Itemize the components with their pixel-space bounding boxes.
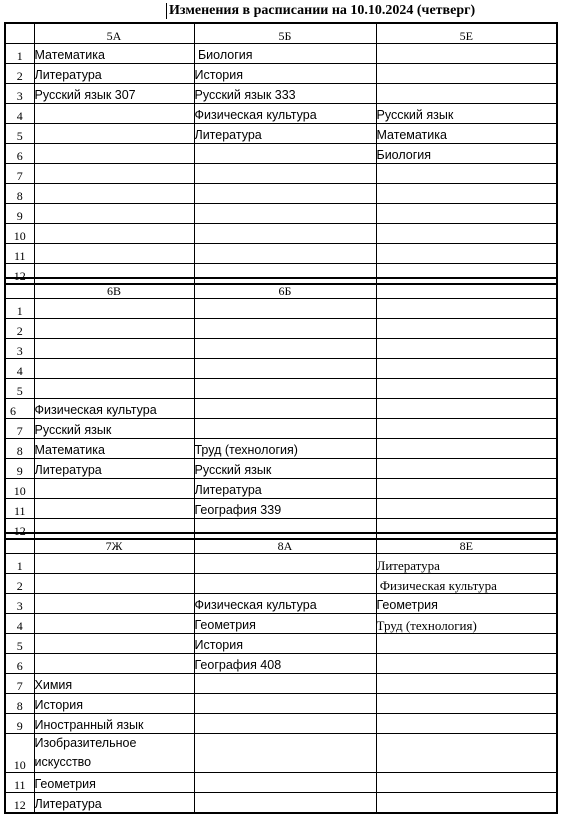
subject-cell xyxy=(194,773,376,793)
subject-cell xyxy=(194,694,376,714)
subject-cell xyxy=(194,734,376,773)
subject-cell xyxy=(376,44,557,64)
subject-cell xyxy=(194,379,376,399)
lesson-number: 3 xyxy=(5,594,34,614)
table-row xyxy=(5,84,557,104)
subject-cell xyxy=(376,339,557,359)
subject-cell xyxy=(376,84,557,104)
subject-cell xyxy=(34,104,194,124)
subject-cell xyxy=(34,574,194,594)
subject-cell: Русский язык xyxy=(376,104,557,124)
header-cell xyxy=(5,23,34,44)
lesson-number: 7 xyxy=(5,674,34,694)
subject-cell xyxy=(376,319,557,339)
subject-cell: Литература xyxy=(194,479,376,499)
subject-cell: Геометрия xyxy=(34,773,194,793)
lesson-number: 11 xyxy=(5,773,34,793)
subject-cell xyxy=(194,554,376,574)
subject-cell: Литература xyxy=(34,459,194,479)
subject-cell: Литература xyxy=(34,793,194,814)
lesson-number: 2 xyxy=(5,319,34,339)
subject-cell xyxy=(376,399,557,419)
header-cell xyxy=(5,278,34,299)
table-row xyxy=(5,714,557,734)
header-cell-class: 6В xyxy=(34,278,194,299)
table-row xyxy=(5,244,557,264)
subject-cell xyxy=(376,244,557,264)
table-row xyxy=(5,554,557,574)
subject-cell xyxy=(34,654,194,674)
subject-cell xyxy=(376,299,557,319)
subject-cell xyxy=(194,399,376,419)
table-row xyxy=(5,184,557,204)
subject-cell: Математика xyxy=(34,439,194,459)
subject-cell xyxy=(34,339,194,359)
lesson-number: 6 xyxy=(5,144,34,164)
subject-cell: Физическая культура xyxy=(34,399,194,419)
subject-cell xyxy=(34,299,194,319)
subject-cell: Физическая культура xyxy=(194,104,376,124)
lesson-number: 9 xyxy=(5,459,34,479)
table-row xyxy=(5,359,557,379)
subject-cell xyxy=(376,204,557,224)
subject-cell: Геометрия xyxy=(194,614,376,634)
subject-cell: Математика xyxy=(376,124,557,144)
subject-cell xyxy=(194,339,376,359)
subject-cell xyxy=(34,499,194,519)
subject-cell: Иностранный язык xyxy=(34,714,194,734)
lesson-number: 4 xyxy=(5,359,34,379)
subject-cell: Физическая культура xyxy=(376,574,557,594)
table-row xyxy=(5,634,557,654)
subject-cell xyxy=(194,204,376,224)
subject-cell xyxy=(376,419,557,439)
subject-cell xyxy=(376,379,557,399)
subject-cell xyxy=(34,359,194,379)
table-row xyxy=(5,339,557,359)
lesson-number: 10 xyxy=(5,224,34,244)
table-row xyxy=(5,64,557,84)
lesson-number: 5 xyxy=(5,634,34,654)
subject-cell xyxy=(194,164,376,184)
lesson-number: 9 xyxy=(5,204,34,224)
lesson-number: 2 xyxy=(5,64,34,84)
header-row xyxy=(5,23,557,44)
page-title: Изменения в расписании на 10.10.2024 (четверг) xyxy=(166,3,475,19)
lesson-number: 7 xyxy=(5,164,34,184)
table-row xyxy=(5,379,557,399)
header-cell-class xyxy=(376,278,557,299)
subject-cell xyxy=(376,439,557,459)
subject-cell xyxy=(376,734,557,773)
subject-cell xyxy=(376,479,557,499)
lesson-number: 6 xyxy=(5,654,34,674)
subject-cell xyxy=(376,499,557,519)
header-row xyxy=(5,278,557,299)
subject-cell xyxy=(194,714,376,734)
subject-cell xyxy=(194,793,376,814)
subject-cell xyxy=(34,144,194,164)
subject-cell xyxy=(376,459,557,479)
subject-cell xyxy=(34,634,194,654)
table-row xyxy=(5,674,557,694)
header-cell-class: 5Е xyxy=(376,23,557,44)
table-row xyxy=(5,299,557,319)
subject-cell: История xyxy=(194,634,376,654)
subject-cell: История xyxy=(34,694,194,714)
subject-cell xyxy=(34,184,194,204)
subject-cell xyxy=(34,124,194,144)
subject-cell xyxy=(194,224,376,244)
subject-cell xyxy=(376,654,557,674)
subject-cell xyxy=(376,773,557,793)
table-row xyxy=(5,419,557,439)
subject-cell xyxy=(194,244,376,264)
lesson-number: 1 xyxy=(5,44,34,64)
lesson-number: 2 xyxy=(5,574,34,594)
subject-cell: Химия xyxy=(34,674,194,694)
lesson-number: 11 xyxy=(5,499,34,519)
lesson-number: 12 xyxy=(5,264,34,285)
subject-cell: Изобразительное искусство xyxy=(34,734,194,773)
subject-cell xyxy=(194,419,376,439)
header-cell xyxy=(5,533,34,554)
subject-cell: Биология xyxy=(194,44,376,64)
subject-cell: Труд (технология) xyxy=(194,439,376,459)
header-cell-class: 8А xyxy=(194,533,376,554)
subject-cell: Русский язык 333 xyxy=(194,84,376,104)
subject-cell: Математика xyxy=(34,44,194,64)
header-cell-class: 6Б xyxy=(194,278,376,299)
table-row xyxy=(5,614,557,634)
header-cell-class: 5Б xyxy=(194,23,376,44)
table-row xyxy=(5,439,557,459)
lesson-number: 10 xyxy=(5,734,34,773)
subject-cell xyxy=(34,594,194,614)
lesson-number: 3 xyxy=(5,84,34,104)
subject-cell xyxy=(194,144,376,164)
subject-cell: Физическая культура xyxy=(194,594,376,614)
table-row xyxy=(5,773,557,793)
subject-cell xyxy=(34,319,194,339)
subject-cell xyxy=(376,359,557,379)
subject-cell xyxy=(194,674,376,694)
table-row xyxy=(5,574,557,594)
subject-cell xyxy=(376,694,557,714)
subject-cell: История xyxy=(194,64,376,84)
subject-cell xyxy=(376,164,557,184)
subject-cell: Русский язык xyxy=(194,459,376,479)
subject-cell xyxy=(34,614,194,634)
lesson-number: 6 xyxy=(5,399,34,419)
subject-cell: География 339 xyxy=(194,499,376,519)
lesson-number: 8 xyxy=(5,184,34,204)
subject-cell xyxy=(376,224,557,244)
lesson-number: 3 xyxy=(5,339,34,359)
header-row xyxy=(5,533,557,554)
table-row xyxy=(5,694,557,714)
lesson-number: 4 xyxy=(5,614,34,634)
lesson-number: 12 xyxy=(5,519,34,540)
subject-cell xyxy=(34,204,194,224)
lesson-number: 7 xyxy=(5,419,34,439)
subject-cell xyxy=(194,184,376,204)
subject-cell: Биология xyxy=(376,144,557,164)
lesson-number: 11 xyxy=(5,244,34,264)
table-row xyxy=(5,734,557,773)
subject-cell xyxy=(34,554,194,574)
table-row xyxy=(5,164,557,184)
lesson-number: 8 xyxy=(5,439,34,459)
subject-cell xyxy=(194,574,376,594)
schedule-table-2 xyxy=(4,277,558,540)
table-row xyxy=(5,144,557,164)
subject-cell: Литература xyxy=(34,64,194,84)
subject-cell xyxy=(34,379,194,399)
subject-cell xyxy=(34,479,194,499)
subject-cell xyxy=(376,64,557,84)
lesson-number: 1 xyxy=(5,299,34,319)
table-row xyxy=(5,124,557,144)
header-cell-class: 7Ж xyxy=(34,533,194,554)
subject-cell xyxy=(34,224,194,244)
table-row xyxy=(5,224,557,244)
table-row xyxy=(5,499,557,519)
lesson-number: 8 xyxy=(5,694,34,714)
lesson-number: 1 xyxy=(5,554,34,574)
table-row xyxy=(5,654,557,674)
subject-cell xyxy=(34,164,194,184)
subject-cell xyxy=(376,714,557,734)
table-row xyxy=(5,793,557,814)
schedule-table-3 xyxy=(4,532,558,814)
schedule-table-1 xyxy=(4,22,558,285)
lesson-number: 9 xyxy=(5,714,34,734)
subject-cell xyxy=(376,634,557,654)
table-row xyxy=(5,594,557,614)
table-row xyxy=(5,104,557,124)
lesson-number: 5 xyxy=(5,379,34,399)
table-row xyxy=(5,44,557,64)
lesson-number: 5 xyxy=(5,124,34,144)
subject-cell: Литература xyxy=(194,124,376,144)
subject-cell xyxy=(194,359,376,379)
table-row xyxy=(5,399,557,419)
lesson-number: 12 xyxy=(5,793,34,814)
subject-cell xyxy=(194,319,376,339)
table-row xyxy=(5,204,557,224)
table-row xyxy=(5,479,557,499)
subject-cell xyxy=(376,793,557,814)
subject-cell: География 408 xyxy=(194,654,376,674)
subject-cell xyxy=(194,299,376,319)
subject-cell: Геометрия xyxy=(376,594,557,614)
subject-cell: Русский язык 307 xyxy=(34,84,194,104)
subject-cell: Труд (технология) xyxy=(376,614,557,634)
header-cell-class: 8Е xyxy=(376,533,557,554)
subject-cell xyxy=(376,674,557,694)
table-row xyxy=(5,319,557,339)
header-cell-class: 5А xyxy=(34,23,194,44)
subject-cell xyxy=(34,244,194,264)
subject-cell xyxy=(376,184,557,204)
lesson-number: 4 xyxy=(5,104,34,124)
lesson-number: 10 xyxy=(5,479,34,499)
table-row xyxy=(5,459,557,479)
subject-cell: Литература xyxy=(376,554,557,574)
subject-cell: Русский язык xyxy=(34,419,194,439)
